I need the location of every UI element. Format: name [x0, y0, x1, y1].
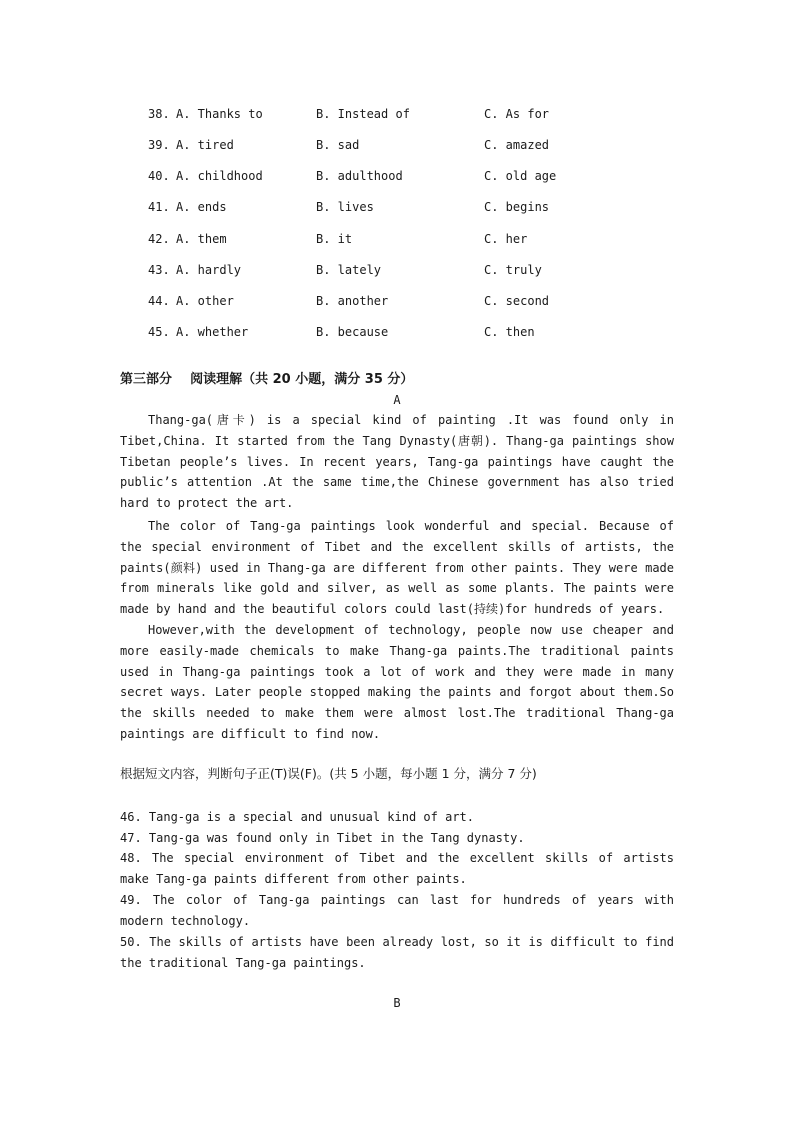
section-title: 第三部分 阅读理解（共 20 小题，满分 35 分）: [120, 372, 414, 387]
option-b: B. lives: [316, 200, 374, 214]
option-b: B. lately: [316, 263, 382, 277]
option-b: B. adulthood: [316, 169, 403, 183]
choice-row-38: [148, 105, 668, 123]
option-c: C. amazed: [484, 138, 550, 152]
option-b: B. another: [316, 294, 389, 308]
option-a: A. other: [176, 294, 234, 308]
question-46: 46. Tang-ga is a special and unusual kind of art.: [120, 810, 475, 824]
choice-row-40: [148, 167, 668, 185]
option-a: A. ends: [176, 200, 227, 214]
true-false-instructions: 根据短文内容，判断句子正(T)误(F)。(共 5 小题，每小题 1 分，满分 7 分): [120, 766, 537, 781]
question-47: 47. Tang-ga was found only in Tibet in the Tang dynasty.: [120, 831, 525, 845]
option-a: A. whether: [176, 325, 249, 339]
question-number: 41.: [148, 200, 170, 214]
question-number: 42.: [148, 232, 170, 246]
question-49: 49. The color of Tang-ga paintings can last for hundreds of years with modern technology.: [120, 893, 674, 928]
question-number: 39.: [148, 138, 170, 152]
question-48: 48. The special environment of Tibet and the excellent skills of artists make Tang-ga paints different from other paints.: [120, 851, 674, 886]
option-c: C. truly: [484, 263, 542, 277]
passage-a-paragraph-3: However,with the development of technology, people now use cheaper and more easily-made chemicals to make Thang-ga paints.The traditional paints used in Thang-ga paintings took a lot of work and they were made in many secret ways. Later people stopped making the paints and forgot about them.So the skills needed to make them were almost lost.The traditional Thang-ga paintings are difficult to find now.: [120, 623, 674, 741]
choice-row-39: [148, 136, 668, 154]
option-b: B. sad: [316, 138, 360, 152]
option-b: B. it: [316, 232, 353, 246]
option-c: C. old age: [484, 169, 557, 183]
option-c: C. her: [484, 232, 528, 246]
question-number: 40.: [148, 169, 170, 183]
question-50: 50. The skills of artists have been already lost, so it is difficult to find the traditional Tang-ga paintings.: [120, 935, 674, 970]
question-number: 45.: [148, 325, 170, 339]
choice-row-44: [148, 292, 668, 310]
question-number: 44.: [148, 294, 170, 308]
choice-row-42: [148, 230, 668, 248]
option-c: C. second: [484, 294, 550, 308]
choice-row-43: [148, 261, 668, 279]
option-a: A. hardly: [176, 263, 242, 277]
choice-row-45: [148, 323, 668, 341]
option-a: A. Thanks to: [176, 107, 263, 121]
choice-row-41: [148, 198, 668, 216]
option-b: B. because: [316, 325, 389, 339]
question-number: 43.: [148, 263, 170, 277]
passage-a-paragraph-1: Thang-ga(唐卡) is a special kind of painting .It was found only in Tibet,China. It started from the Tang Dynasty(唐朝). Thang-ga paintings show Tibetan people’s lives. In recent years, Tang-ga paintings have caught the public’s attention .At the same time,the Chinese government has also tried hard to protect the art.: [120, 413, 674, 511]
option-b: B. Instead of: [316, 107, 410, 121]
passage-a-paragraph-2: The color of Tang-ga paintings look wonderful and special. Because of the special environment of Tibet and the excellent skills of artists, the paints(颜料) used in Thang-ga are different from other paints. They were made from minerals like gold and silver, as well as some plants. The paints were made by hand and the beautiful colors could last(持续)for hundreds of years.: [120, 519, 674, 617]
option-c: C. begins: [484, 200, 550, 214]
option-a: A. childhood: [176, 169, 263, 183]
option-a: A. tired: [176, 138, 234, 152]
passage-b-letter: B: [393, 996, 401, 1010]
passage-a-letter: A: [393, 393, 401, 407]
option-a: A. them: [176, 232, 227, 246]
option-c: C. As for: [484, 107, 550, 121]
option-c: C. then: [484, 325, 535, 339]
question-number: 38.: [148, 107, 170, 121]
